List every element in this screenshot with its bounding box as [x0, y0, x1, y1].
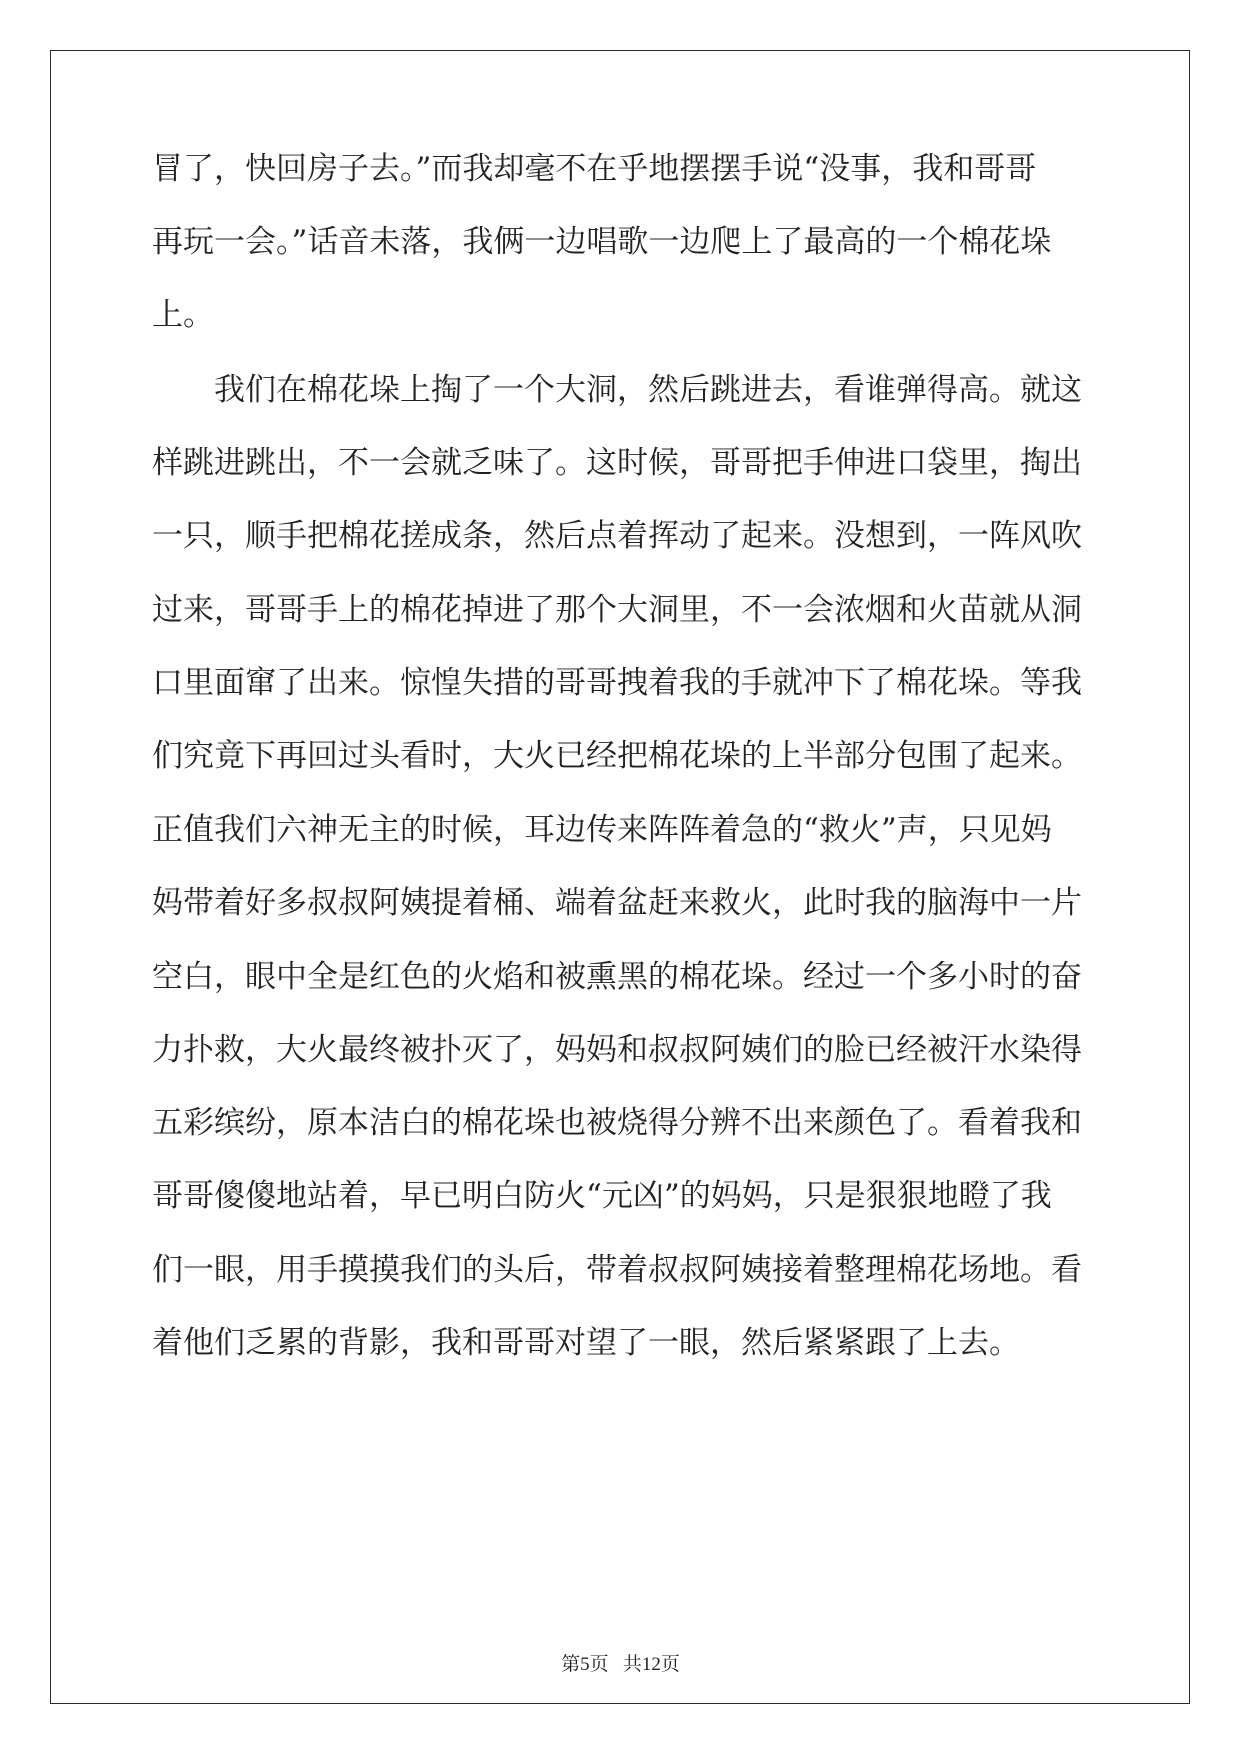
page-footer — [0, 1655, 1241, 1674]
text-line: 们究竟下再回过头看时，大火已经把棉花垛的上半部分包围了起来。 — [152, 738, 1082, 774]
text-line: 过来，哥哥手上的棉花掉进了那个大洞里，不一会浓烟和火苗就从洞 — [152, 592, 1082, 628]
text-line: 我们在棉花垛上掏了一个大洞，然后跳进去，看谁弹得高。就这 — [152, 372, 1082, 408]
text-line: 们一眼，用手摸摸我们的头后，带着叔叔阿姨接着整理棉花场地。看 — [152, 1252, 1082, 1288]
page-total: 共12页 — [622, 1654, 680, 1675]
text-line: 冒了，快回房子去。”而我却毫不在乎地摆摆手说“没事，我和哥哥 — [152, 151, 1037, 187]
text-line: 正值我们六神无主的时候，耳边传来阵阵着急的“救火”声，只见妈 — [152, 812, 1052, 848]
text-line: 样跳进跳出，不一会就乏味了。这时候，哥哥把手伸进口袋里，掏出 — [152, 445, 1082, 481]
text-line: 上。 — [152, 297, 214, 333]
text-line: 着他们乏累的背影，我和哥哥对望了一眼，然后紧紧跟了上去。 — [152, 1325, 1020, 1361]
text-line: 空白，眼中全是红色的火焰和被熏黑的棉花垛。经过一个多小时的奋 — [152, 959, 1082, 995]
text-line: 五彩缤纷，原本洁白的棉花垛也被烧得分辨不出来颜色了。看着我和 — [152, 1105, 1082, 1141]
footer-gap — [609, 1654, 623, 1675]
text-line: 妈带着好多叔叔阿姨提着桶、端着盆赶来救火，此时我的脑海中一片 — [152, 885, 1082, 921]
text-line: 哥哥傻傻地站着，早已明白防火“元凶”的妈妈，只是狠狠地瞪了我 — [152, 1178, 1052, 1214]
text-line: 力扑救，大火最终被扑灭了，妈妈和叔叔阿姨们的脸已经被汗水染得 — [152, 1032, 1082, 1068]
page-border — [50, 50, 1190, 1704]
text-line: 再玩一会。”话音未落，我俩一边唱歌一边爬上了最高的一个棉花垛 — [152, 224, 1052, 260]
text-line: 一只，顺手把棉花搓成条，然后点着挥动了起来。没想到，一阵风吹 — [152, 518, 1082, 554]
text-line: 口里面窜了出来。惊惶失措的哥哥拽着我的手就冲下了棉花垛。等我 — [152, 665, 1082, 701]
page-number: 第5页 — [561, 1654, 609, 1675]
